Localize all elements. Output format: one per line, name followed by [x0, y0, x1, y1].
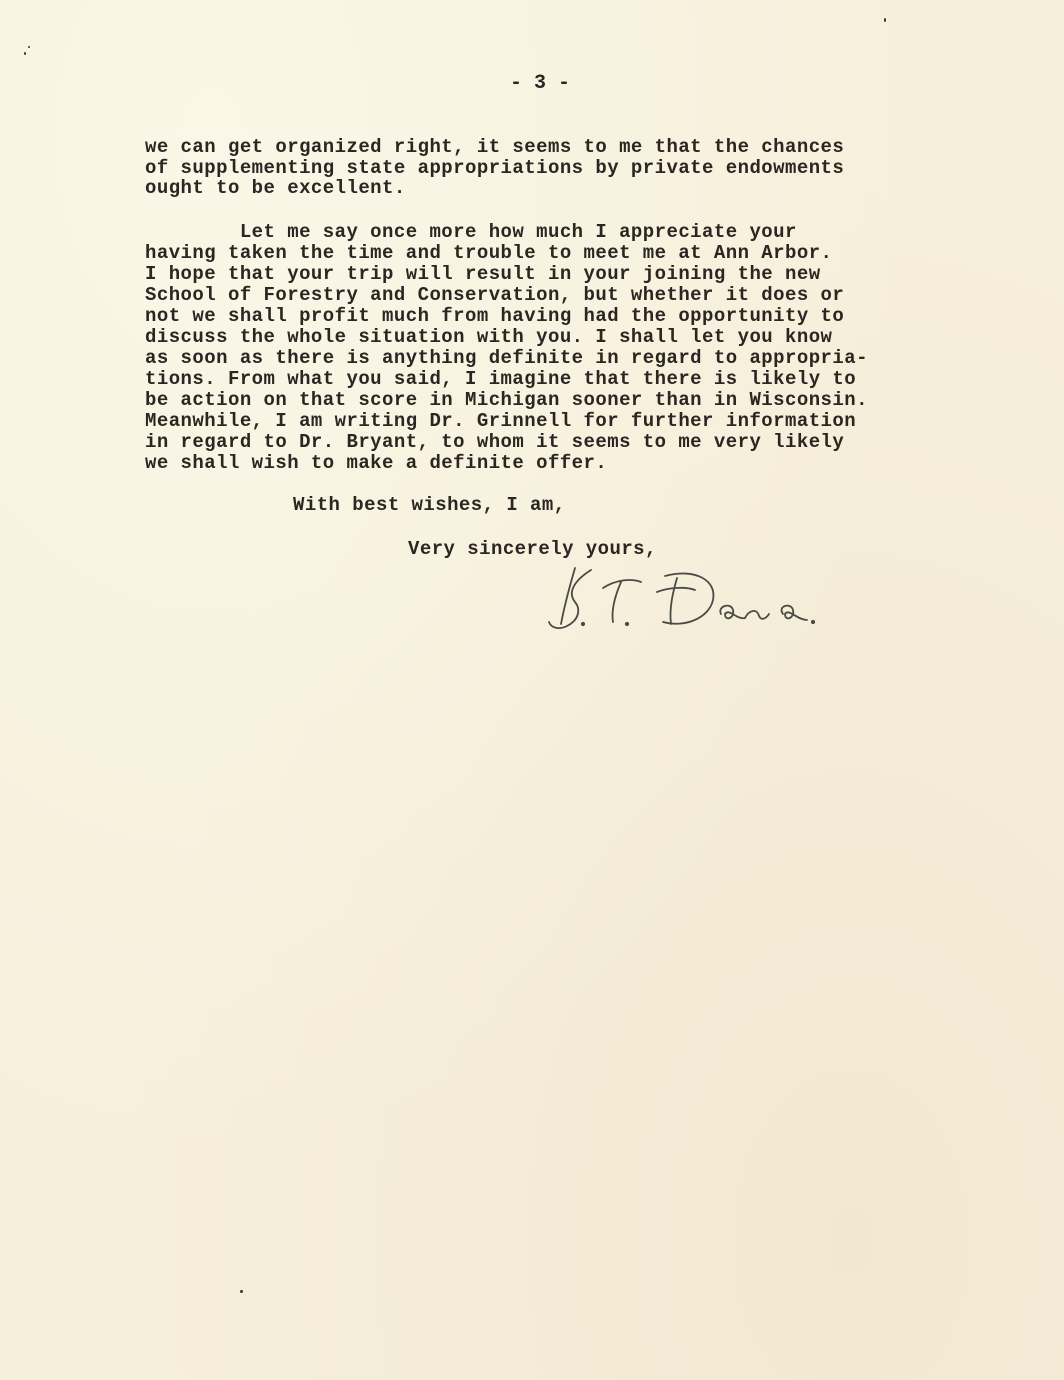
- paper-speck: [240, 1290, 243, 1293]
- text-line: be action on that score in Michigan sooner than in Wisconsin.: [145, 389, 868, 411]
- handwritten-signature: [545, 562, 845, 642]
- text-line: in regard to Dr. Bryant, to whom it seems to me very likely: [145, 431, 845, 453]
- text-line: tions. From what you said, I imagine that there is likely to: [145, 368, 857, 390]
- page-number: - 3 -: [510, 72, 571, 95]
- text-line: having taken the time and trouble to meet me at Ann Arbor.: [145, 242, 833, 264]
- text-line: we shall wish to make a definite offer.: [145, 452, 608, 474]
- paper-speck: [24, 52, 26, 55]
- paper-speck: [884, 18, 886, 22]
- text-line: as soon as there is anything definite in regard to appropria-: [145, 347, 868, 369]
- text-line: I hope that your trip will result in your joining the new: [145, 263, 821, 285]
- valediction: Very sincerely yours,: [408, 538, 657, 560]
- text-line: of supplementing state appropriations by private endowments: [145, 157, 845, 179]
- closing-line: With best wishes, I am,: [293, 494, 566, 516]
- paper-speck: [28, 46, 30, 48]
- text-line: we can get organized right, it seems to me that the chances: [145, 136, 845, 158]
- text-line: discuss the whole situation with you. I shall let you know: [145, 326, 833, 348]
- text-line: Meanwhile, I am writing Dr. Grinnell for further information: [145, 410, 857, 432]
- text-line: School of Forestry and Conservation, but whether it does or: [145, 284, 845, 306]
- text-line: ought to be excellent.: [145, 177, 406, 199]
- text-line: not we shall profit much from having had the opportunity to: [145, 305, 845, 327]
- text-line: Let me say once more how much I appreciate your: [145, 221, 797, 243]
